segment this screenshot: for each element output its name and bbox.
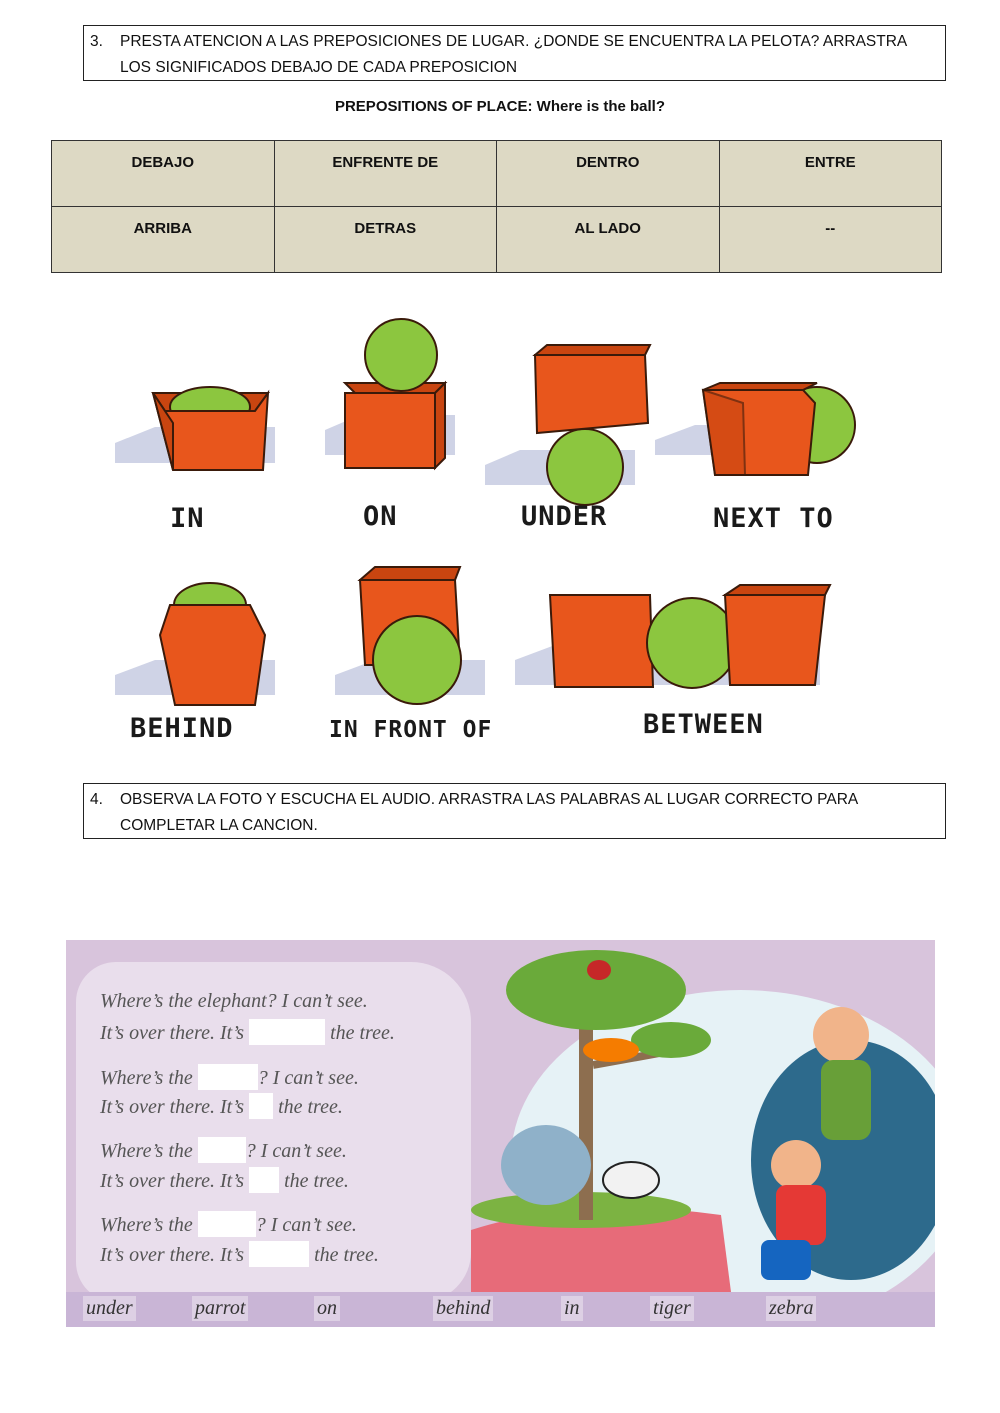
lyric-text: the tree.: [284, 1170, 349, 1192]
boy-pants: [761, 1240, 811, 1280]
elephant-figure: [501, 1125, 591, 1205]
lyric-line: [100, 1167, 349, 1193]
table-cell[interactable]: DEBAJO: [52, 141, 275, 207]
instruction-text: PRESTA ATENCION A LAS PREPOSICIONES DE LUGAR. ¿DONDE SE ENCUENTRA LA PELOTA? ARRASTRA LOS SIGNIFICADOS DEBAJO DE CADA PREPOSICION: [120, 33, 907, 76]
word-chip[interactable]: under: [83, 1296, 136, 1321]
lyric-line: [100, 1211, 357, 1237]
table-row: [52, 207, 942, 273]
girl-shirt: [821, 1060, 871, 1140]
word-chip[interactable]: zebra: [766, 1296, 816, 1321]
instruction-text: OBSERVA LA FOTO Y ESCUCHA EL AUDIO. ARRASTRA LAS PALABRAS AL LUGAR CORRECTO PARA COMPLETAR LA CANCION.: [120, 791, 858, 834]
zoo-scene-illustration: [461, 940, 935, 1292]
behind-picture: [160, 583, 265, 705]
word-chip[interactable]: parrot: [192, 1296, 248, 1321]
prepositions-illustration: [115, 315, 875, 765]
lyric-line: [100, 990, 368, 1013]
song-activity: [66, 940, 935, 1327]
drop-slot[interactable]: [249, 1019, 325, 1045]
table-cell[interactable]: --: [719, 207, 942, 273]
next-to-picture: [703, 383, 855, 475]
table-cell[interactable]: ARRIBA: [52, 207, 275, 273]
label-in: IN: [170, 503, 205, 534]
zebra-figure: [603, 1162, 659, 1198]
drop-slot[interactable]: [198, 1211, 256, 1237]
lyric-text: the tree.: [314, 1244, 379, 1266]
label-between: BETWEEN: [643, 709, 764, 740]
word-chip[interactable]: tiger: [650, 1296, 694, 1321]
lyric-text: Where’s the: [100, 1067, 193, 1089]
lyric-text: the tree.: [278, 1096, 343, 1118]
between-picture: [550, 585, 830, 688]
lyric-line: [100, 1019, 395, 1045]
table-cell[interactable]: DETRAS: [274, 207, 497, 273]
label-behind: BEHIND: [130, 713, 234, 744]
lyric-line: [100, 1093, 343, 1119]
lyric-text: It’s over there. It’s: [100, 1170, 245, 1192]
lyric-text: the tree.: [330, 1022, 395, 1044]
word-chip[interactable]: on: [314, 1296, 340, 1321]
lyric-text: ? I can’t see.: [257, 1067, 359, 1089]
lyric-text: ? I can’t see.: [245, 1140, 347, 1162]
table-cell[interactable]: AL LADO: [497, 207, 720, 273]
table-row: [52, 141, 942, 207]
label-under: UNDER: [521, 501, 608, 532]
tree-leaves: [631, 1022, 711, 1058]
boy-shirt: [776, 1185, 826, 1245]
instruction-box-4: [83, 783, 946, 839]
boy-figure: [771, 1140, 821, 1190]
lyric-text: It’s over there. It’s: [100, 1096, 245, 1118]
drop-slot[interactable]: [249, 1093, 273, 1119]
lyric-text: Where’s the elephant? I can’t see.: [100, 990, 368, 1012]
word-chip[interactable]: behind: [433, 1296, 493, 1321]
lyric-line: [100, 1137, 347, 1163]
label-in-front-of: IN FRONT OF: [329, 717, 493, 743]
lyric-text: Where’s the: [100, 1214, 193, 1236]
table-cell[interactable]: ENFRENTE DE: [274, 141, 497, 207]
table-cell[interactable]: ENTRE: [719, 141, 942, 207]
drop-slot[interactable]: [198, 1064, 258, 1090]
word-chip[interactable]: in: [561, 1296, 583, 1321]
lyric-line: [100, 1064, 359, 1090]
drop-slot[interactable]: [198, 1137, 246, 1163]
meanings-table: [51, 140, 942, 273]
instruction-box-3: [83, 25, 946, 81]
lyric-text: It’s over there. It’s: [100, 1022, 245, 1044]
girl-figure: [813, 1007, 869, 1063]
lyric-text: Where’s the: [100, 1140, 193, 1162]
lyric-text: It’s over there. It’s: [100, 1244, 245, 1266]
on-picture: [345, 319, 445, 468]
parrot-figure: [587, 960, 611, 980]
lyric-text: ? I can’t see.: [255, 1214, 357, 1236]
drop-slot[interactable]: [249, 1241, 309, 1267]
section-heading: PREPOSITIONS OF PLACE: Where is the ball?: [334, 98, 666, 115]
drop-slot[interactable]: [249, 1167, 279, 1193]
word-bank: [66, 1292, 935, 1327]
label-next-to: NEXT TO: [713, 503, 834, 534]
table-cell[interactable]: DENTRO: [497, 141, 720, 207]
in-picture: [153, 387, 268, 470]
instruction-number: 4.: [90, 791, 103, 808]
lyric-line: [100, 1241, 379, 1267]
label-on: ON: [363, 501, 398, 532]
tiger-figure: [583, 1038, 639, 1062]
instruction-number: 3.: [90, 33, 103, 50]
